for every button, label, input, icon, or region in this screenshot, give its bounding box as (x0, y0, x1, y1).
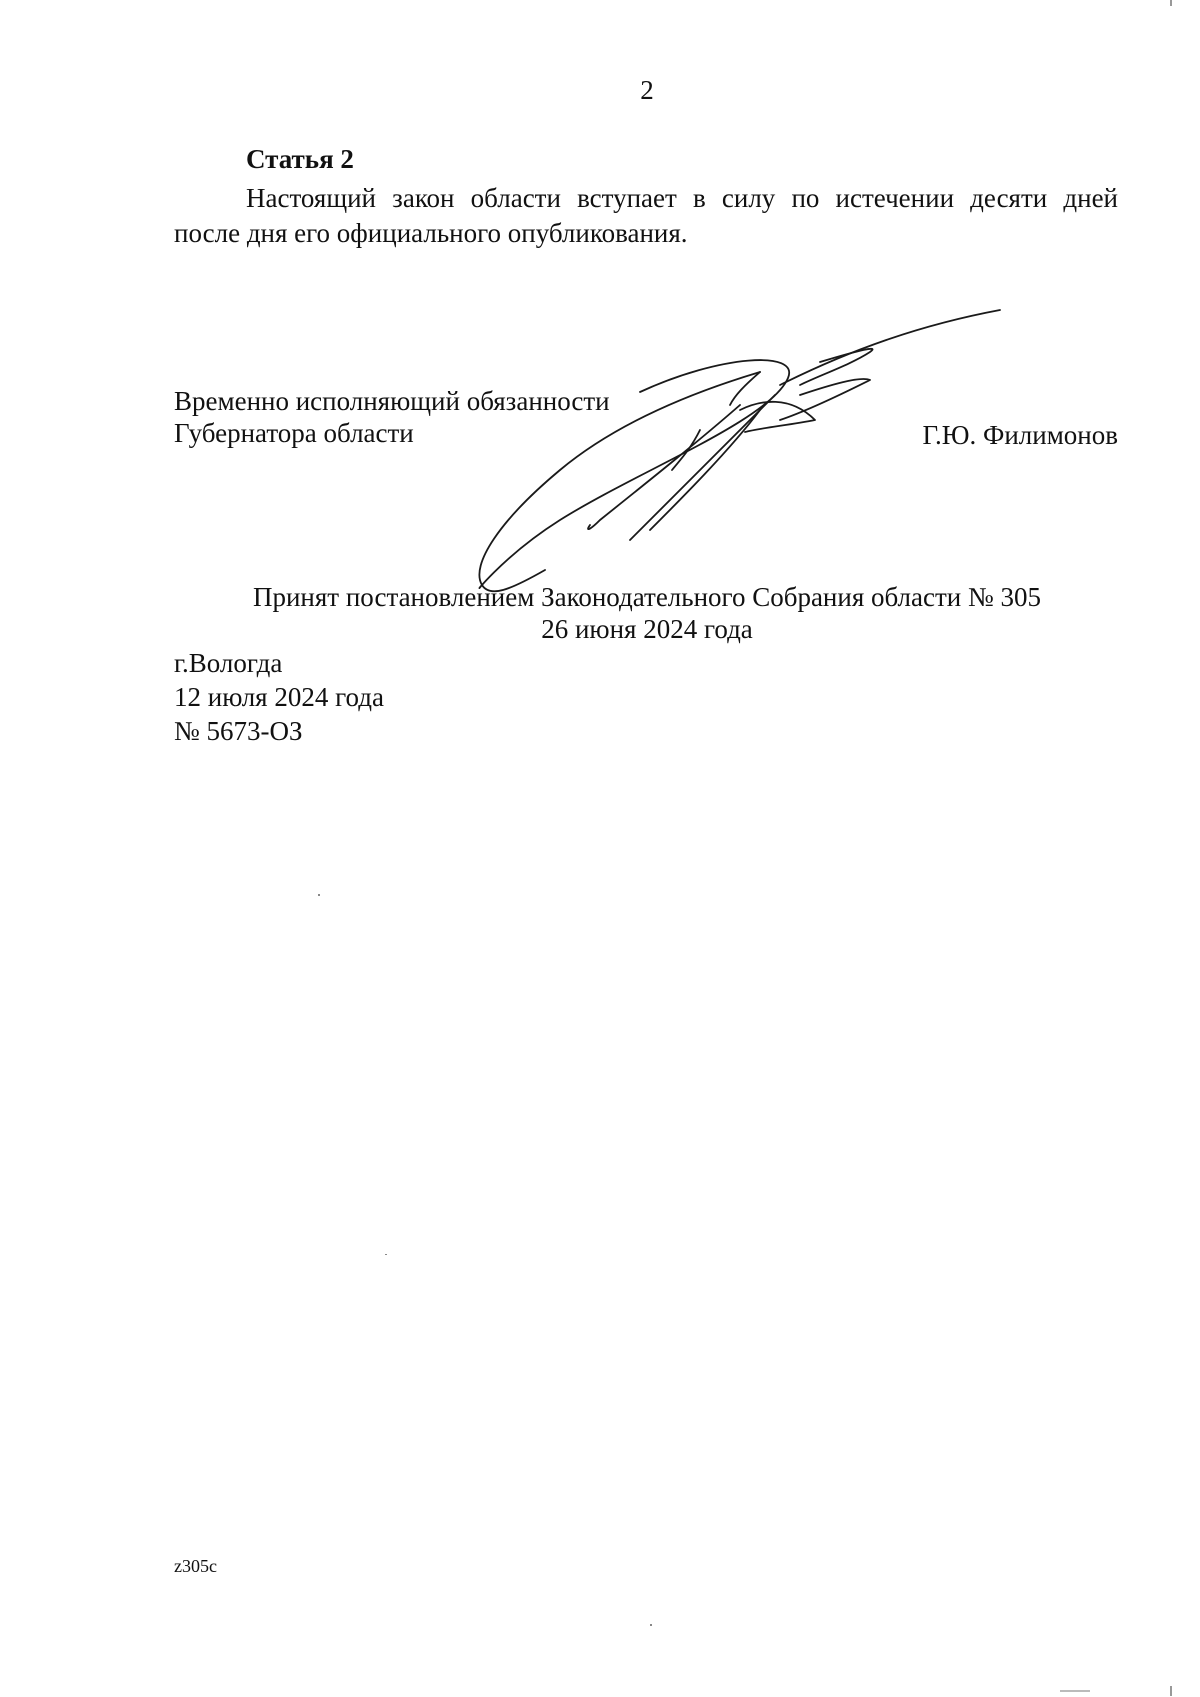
scan-speck (650, 1624, 652, 1626)
place-of-signing: г.Вологда (174, 648, 283, 678)
article-heading: Статья 2 (246, 144, 354, 174)
article-text-line-1: Настоящий закон области вступает в силу по истечении десяти дней (246, 183, 1118, 213)
adoption-line-1: Принят постановлением Законодательного Собрания области № 305 (252, 582, 1042, 612)
signing-date: 12 июля 2024 года (174, 682, 384, 712)
page-number: 2 (640, 75, 654, 105)
signatory-position-line-2: Губернатора области (174, 418, 414, 448)
article-text-line-2: после дня его официального опубликования. (174, 218, 688, 248)
signatory-name: Г.Ю. Филимонов (922, 420, 1118, 450)
scan-speck (318, 894, 320, 896)
scan-speck (1060, 1690, 1090, 1692)
signatory-position-line-1: Временно исполняющий обязанности (174, 386, 610, 416)
scan-speck (1170, 0, 1172, 6)
adoption-line-2: 26 июня 2024 года (541, 614, 753, 644)
scan-speck (385, 1254, 387, 1255)
document-code: z305c (174, 1556, 217, 1576)
law-number: № 5673-ОЗ (174, 716, 303, 746)
scan-speck (1170, 1686, 1172, 1696)
